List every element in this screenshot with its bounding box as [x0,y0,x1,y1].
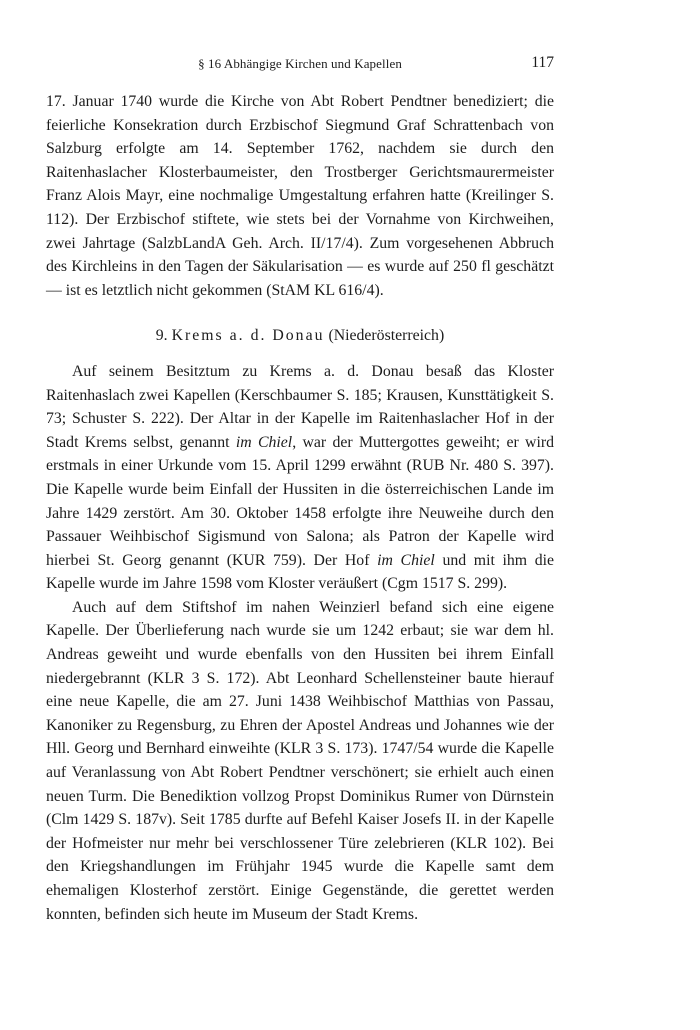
body-text [46,90,554,926]
running-header [46,54,554,78]
section-region: (Niederösterreich) [328,327,445,345]
paragraph-weinzierl: Auch auf dem Stiftshof im nahen Weinzierl befand sich eine eigene Kapelle. Der Überlieferung nach wurde sie um 1242 erbaut; sie war dem hl. Andreas geweiht und wurde ebenfalls von den Hussiten bei ihrem Einfall niedergebrannt (KLR 3 S. 172). Abt Leonhard Schellensteiner baute hierauf eine neue Kapelle, die am 27. Juni 1438 Weihbischof Matthias von Passau, Kanoniker zu Regensburg, zu Ehren der Apostel Andreas und Johannes wie der Hll. Georg und Bernhard einweihte (KLR 3 S. 173). 1747/54 wurde die Kapelle auf Veranlassung von Abt Robert Pendtner verschönert; sie erhielt auch einen neuen Turm. Die Benediktion vollzog Propst Dominikus Rumer von Dürnstein (Clm 1429 S. 187v). Seit 1785 durfte auf Befehl Kaiser Josefs II. in der Kapelle der Hofmeister nur mehr bei verschlossener Türe zelebrieren (KLR 102). Bei den Kriegshandlungen im Frühjahr 1945 wurde die Kapelle samt dem ehemaligen Klosterhof zerstört. Einige Gegenstände, die gerettet werden konnten, befinden sich heute im Museum der Stadt Krems. [46,598,554,923]
paragraph-krems [46,360,554,596]
section-place: Krems a. d. Donau [171,327,325,345]
paragraph-krems-part-a: Auf seinem Besitztum zu Krems a. d. Donau besaß das Kloster Raitenhaslach zwei Kapellen (Kerschbaumer S. 185; Krausen, Kunsttätigkeit S. 73; Schuster S. 222). Der Altar in der Kapelle im Raitenhaslacher Hof in der Stadt Krems selbst, genannt [46,362,554,451]
italic-term-im-chiel-2: im Chiel [377,551,435,569]
running-title: § 16 Abhängige Kirchen und Kapellen [198,56,402,71]
paragraph-krems-part-c: und mit ihm die Kapelle wurde im Jahre 1598 vom Kloster veräußert (Cgm 1517 S. 299). [46,551,555,593]
paragraph-krems-part-b: , war der Muttergottes geweiht; er wird erstmals in einer Urkunde vom 15. April 1299 erwähnt (RUB Nr. 480 S. 397). Die Kapelle wurde beim Einfall der Hussiten in die österreichischen Lande im Jahre 1429 zerstört. Am 30. Oktober 1458 erfolgte ihre Neuweihe durch den Passauer Weihbischof Sigismund von Salona; als Patron der Kapelle wird hierbei St. Georg genannt (KUR 759). Der Hof [46,433,554,569]
book-page [46,54,554,926]
paragraph-continuation: 17. Januar 1740 wurde die Kirche von Abt Robert Pendtner benediziert; die feierliche Konsekration durch Erzbischof Siegmund Graf Schrattenbach von Salzburg erfolgte am 14. September 1762, nachdem sie durch den Raitenhaslacher Klosterbaumeister, den Trostberger Gerichtsmaurermeister Franz Alois Mayr, eine nochmalige Umgestaltung erfahren hatte (Kreilinger S. 112). Der Erzbischof stiftete, wie stets bei der Vornahme von Kirchweihen, zwei Jahrtage (SalzbLandA Geh. Arch. II/17/4). Zum vorgesehenen Abbruch des Kirchleins in den Tagen der Säkularisation — es wurde auf 250 fl geschätzt — ist es letztlich nicht gekommen (StAM KL 616/4). [46,93,554,299]
section-number: 9. [155,327,168,345]
section-heading [46,324,554,348]
italic-term-im-chiel: im Chiel [235,433,293,451]
page-number: 117 [531,54,554,71]
